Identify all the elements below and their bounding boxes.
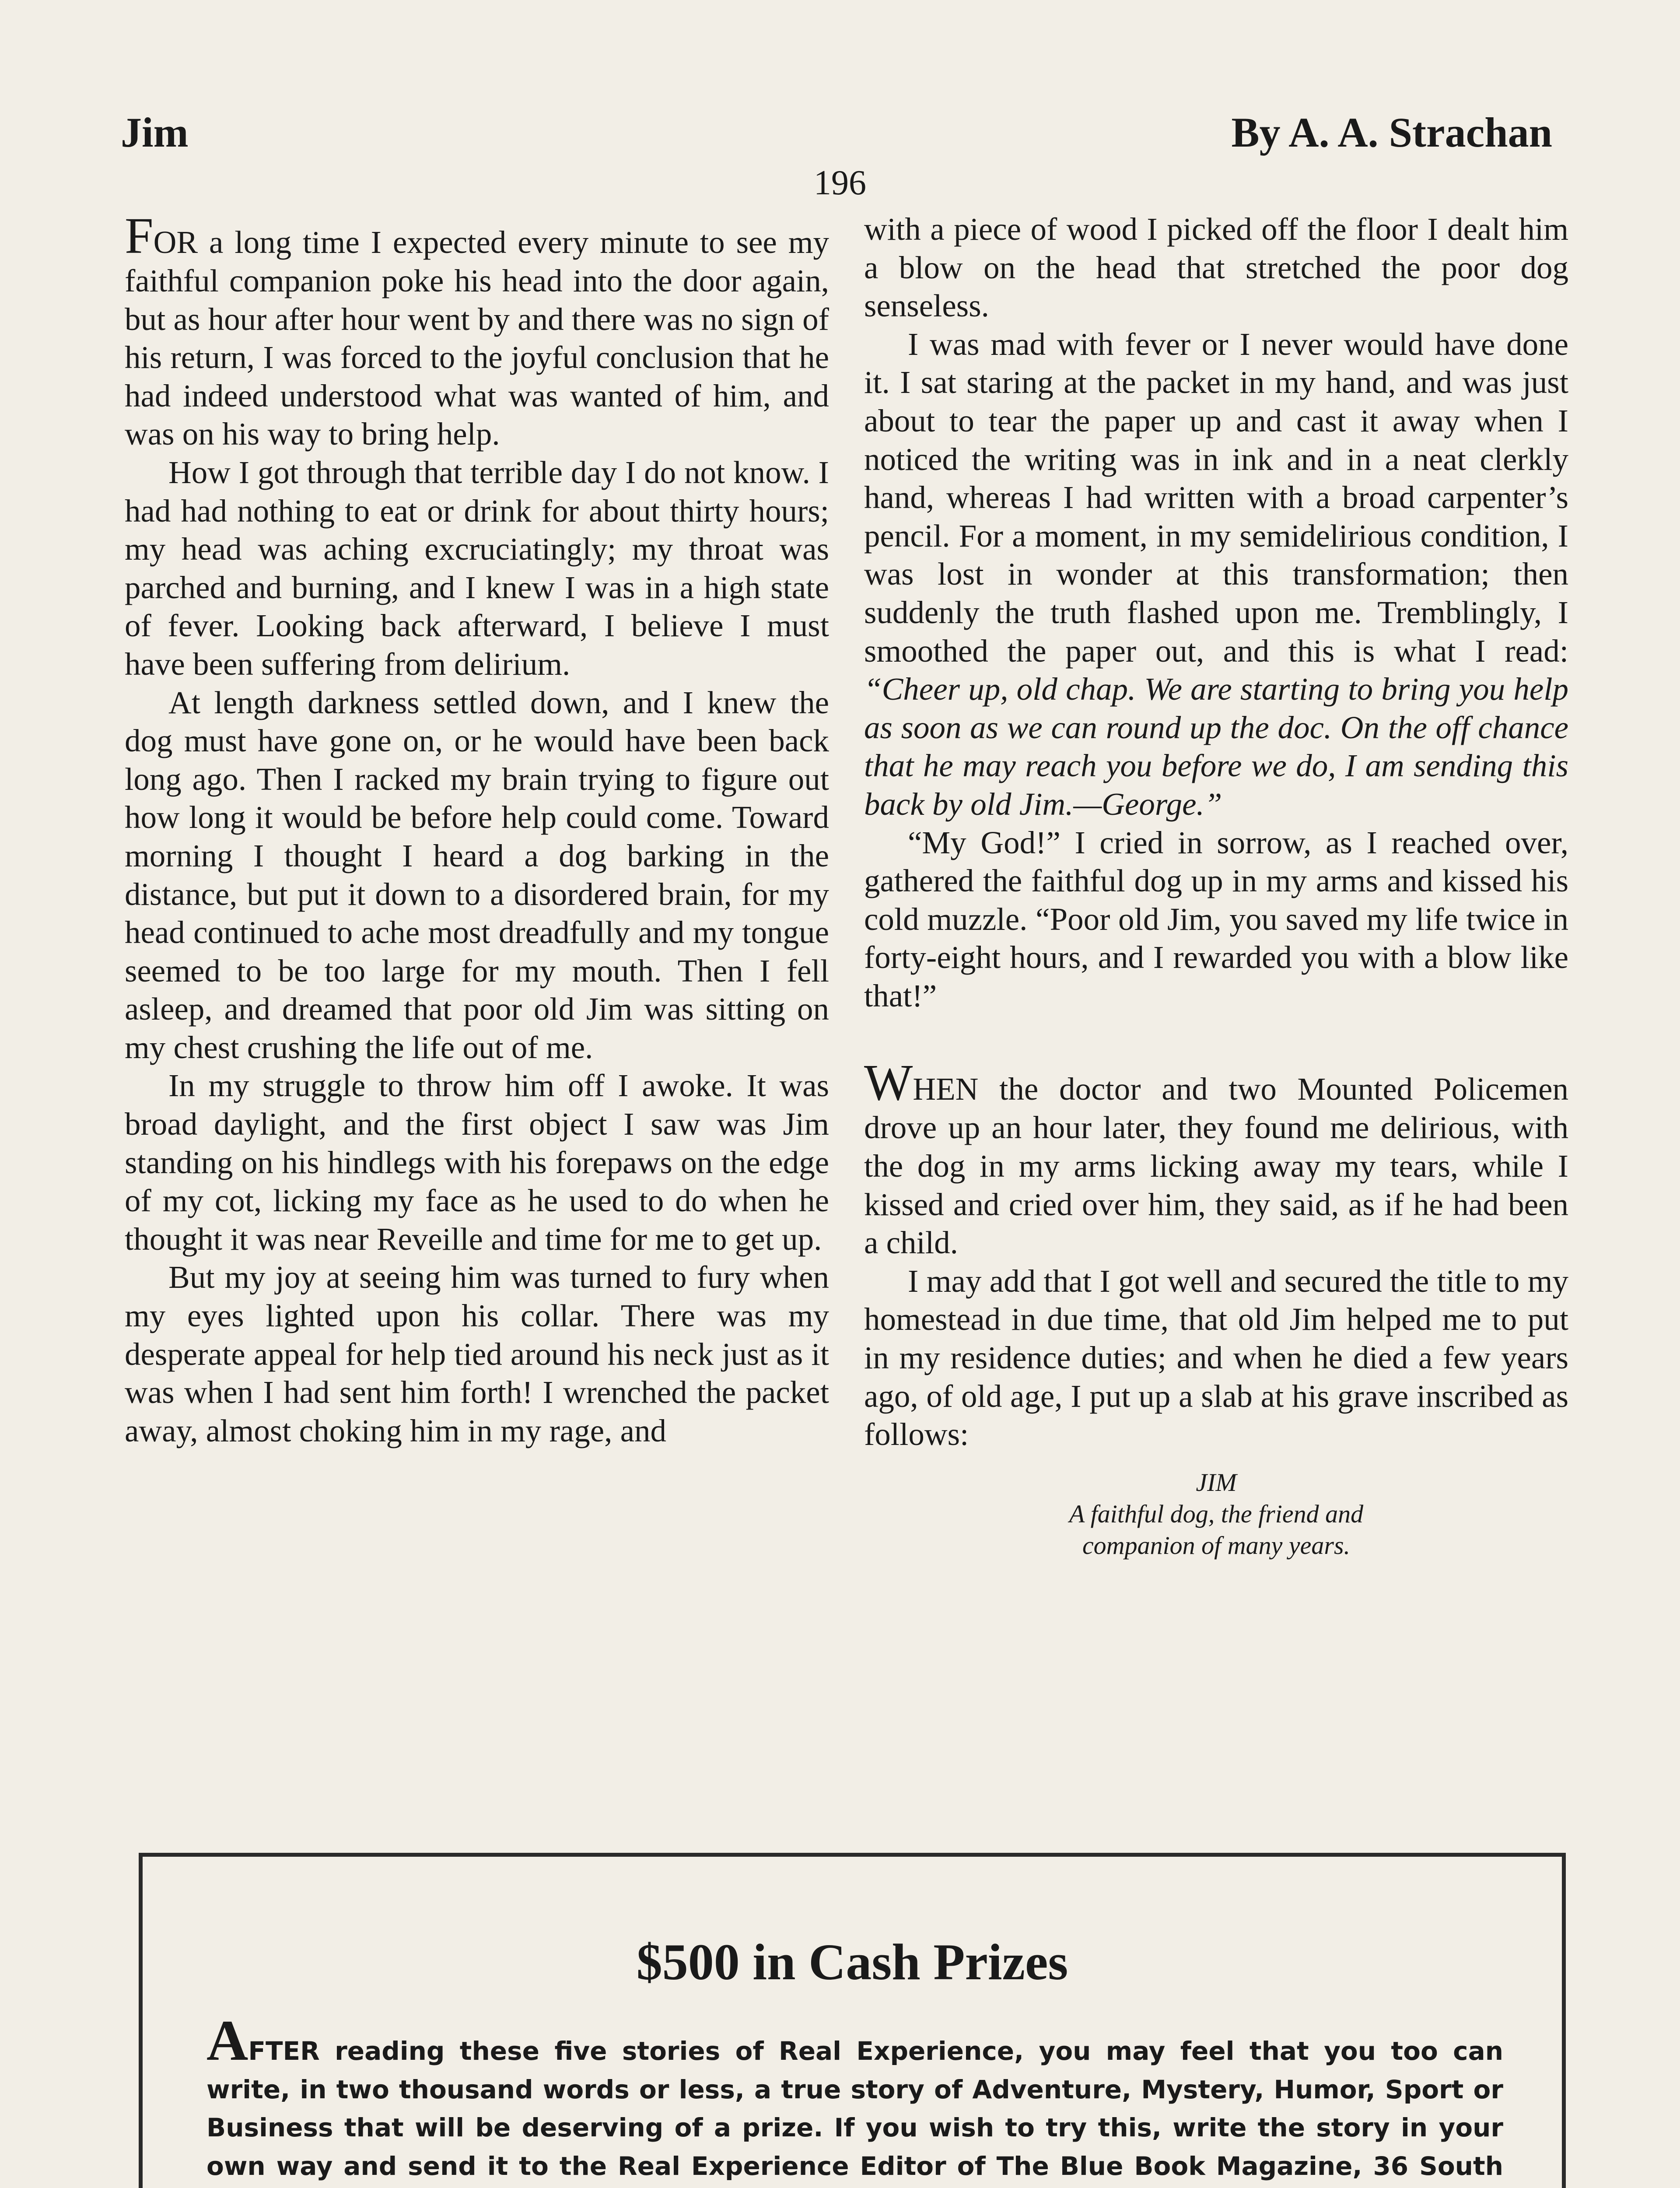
small-caps: HEN xyxy=(913,1071,979,1107)
paragraph: But my joy at seeing him was turned to fury when my eyes lighted upon his collar. There was my desperate appeal for help tied around his neck just as it was when I had sent him forth! I wrenched the packet away, almost choking him in my rage, and xyxy=(125,1259,829,1448)
paragraph xyxy=(125,207,829,453)
drop-cap: W xyxy=(864,1054,913,1112)
paragraph-text: the doctor and two Mounted Policemen drove up an hour later, they found me delirious, with the dog in my arms licking away my tears, while I kissed and cried over him, they said, as if he had been a child. xyxy=(864,1071,1568,1261)
paragraph xyxy=(864,325,1568,824)
story-title: Jim xyxy=(121,109,189,156)
drop-cap: F xyxy=(125,207,154,264)
page-number: 196 xyxy=(814,164,866,202)
small-caps: OR xyxy=(153,224,198,260)
note-text: “Cheer up, old chap. We are starting to bring you help as soon as we can round up the doc. On the off chance that he may reach you before we do, I am sending this back by old Jim.—George.” xyxy=(864,671,1568,822)
paragraph: “My God!” I cried in sorrow, as I reached over, gathered the faithful dog up in my arms and kissed his cold muzzle. “Poor old Jim, you saved my life twice in forty-eight hours, and I rewarded you with a blow like that!” xyxy=(864,824,1568,1013)
author-byline: By A. A. Strachan xyxy=(1231,109,1552,156)
left-column xyxy=(125,207,829,1450)
paragraph: with a piece of wood I picked off the floor I dealt him a blow on the head that stretched the poor dog senseless. xyxy=(864,211,1568,324)
epitaph xyxy=(864,1467,1568,1561)
paragraph: How I got through that terrible day I do not know. I had had nothing to eat or drink for about thirty hours; my head was aching excruciatingly; my throat was parched and burning, and I knew I was in a high state of fever. Looking back afterward, I believe I must have been suffering from delirium. xyxy=(125,454,829,682)
paragraph-text: I was mad with fever or I never would have done it. I sat staring at the packet in my hand, and was just about to tear the paper up and cast it away when I noticed the writing was in ink and in a neat clerkly hand, whereas I had written with a broad carpenter’s pencil. For a moment, in my semidelirious condition, I was lost in wonder at this transformation; then suddenly the truth flashed upon me. Tremblingly, I smoothed the paper out, and this is what I read: xyxy=(864,326,1568,669)
prize-title: $500 in Cash Prizes xyxy=(636,1933,1068,1991)
epitaph-title: JIM xyxy=(1196,1468,1237,1497)
paragraph-text: a long time I expected every minute to see my faithful companion poke his head into the door again, but as hour after hour went by and there was no sign of his return, I was forced to the joyful conclusion that he had indeed understood what was wanted of him, and was on his way to bring help. xyxy=(125,224,829,452)
prize-body-text: FTER reading these five stories of Real Experience, you may feel that you too can write, in two thousand words or less, a true story of Adventure, Mystery, Humor, Sport or Business that will be deserving of a prize. If you wish to try this, write the story in your own way and send it to the Real Experience Editor of The Blue Book Magazine, 36 South xyxy=(206,2036,1503,2181)
paragraph: At length darkness settled down, and I knew the dog must have gone on, or he would have been back long ago. Then I racked my brain trying to figure out how long it would be before help could come. Toward morning I thought I heard a dog barking in the distance, but put it down to a disordered brain, for my head continued to ache most dreadfully and my tongue seemed to be too large for my mouth. Then I fell asleep, and dreamed that poor old Jim was sitting on my chest crushing the life out of me. xyxy=(125,684,829,1065)
drop-cap: A xyxy=(206,2008,248,2072)
paragraph: In my struggle to throw him off I awoke. It was broad daylight, and the first object I saw was Jim standing on his hindlegs with his forepaws on the edge of my cot, licking my face as he used to do when he thought it was near Reveille and time for me to get up. xyxy=(125,1068,829,1257)
paragraph xyxy=(864,1054,1568,1262)
epitaph-line: companion of many years. xyxy=(1082,1531,1351,1560)
epitaph-line: A faithful dog, the friend and xyxy=(1069,1499,1364,1528)
right-column xyxy=(864,210,1568,1561)
prize-body xyxy=(206,2008,1503,2188)
prize-announcement-box xyxy=(139,1853,1566,2188)
paragraph: I may add that I got well and secured the title to my homestead in due time, that old Jim helped me to put in my residence duties; and when he died a few years ago, of old age, I put up a slab at his grave inscribed as follows: xyxy=(864,1263,1568,1452)
